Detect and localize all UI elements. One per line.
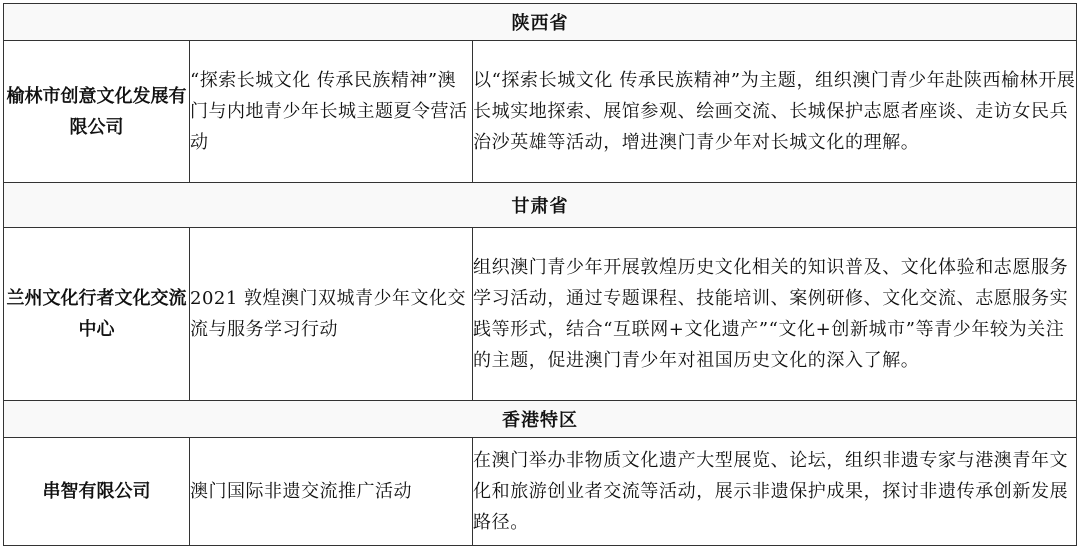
event-cell: 澳门国际非遗交流推广活动 — [190, 438, 473, 546]
description-cell: 组织澳门青少年开展敦煌历史文化相关的知识普及、文化体验和志愿服务学习活动，通过专题课程、技能培训、案例研修、文化交流、志愿服务实践等形式，结合“互联网+文化遗产”“文化+创新城市”等青少年较为关注的主题，促进澳门青少年对祖国历史文化的深入了解。 — [473, 228, 1077, 401]
description-cell: 以“探索长城文化 传承民族精神”为主题，组织澳门青少年赴陕西榆林开展长城实地探索、展馆参观、绘画交流、长城保护志愿者座谈、走访女民兵治沙英雄等活动，增进澳门青少年对长城文化的理解。 — [473, 41, 1077, 183]
organization-cell: 榆林市创意文化发展有限公司 — [4, 41, 190, 183]
region-heading: 甘肃省 — [4, 183, 1077, 228]
description-cell: 在澳门举办非物质文化遗产大型展览、论坛，组织非遗专家与港澳青年文化和旅游创业者交流等活动，展示非遗保护成果，探讨非遗传承创新发展路径。 — [473, 438, 1077, 546]
table-row — [4, 228, 1077, 401]
region-row — [4, 401, 1077, 438]
table-row — [4, 438, 1077, 546]
organization-cell: 兰州文化行者文化交流中心 — [4, 228, 190, 401]
region-heading: 香港特区 — [4, 401, 1077, 438]
region-row — [4, 4, 1077, 41]
organization-cell: 串智有限公司 — [4, 438, 190, 546]
region-row — [4, 183, 1077, 228]
region-heading: 陕西省 — [4, 4, 1077, 41]
event-cell: “探索长城文化 传承民族精神”澳门与内地青少年长城主题夏令营活动 — [190, 41, 473, 183]
table-row — [4, 41, 1077, 183]
event-cell: 2021 敦煌澳门双城青少年文化交流与服务学习行动 — [190, 228, 473, 401]
activities-table — [3, 3, 1077, 546]
